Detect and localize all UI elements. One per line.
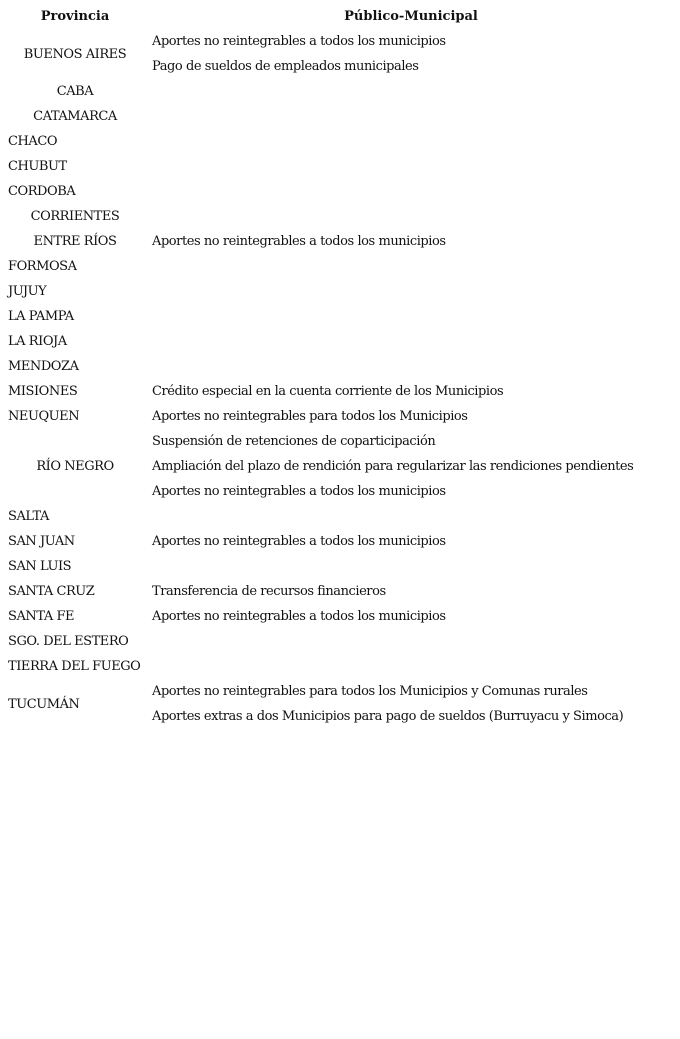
province-cell: MENDOZA xyxy=(8,359,79,374)
column-header-provincia: Provincia xyxy=(40,9,110,24)
province-cell: CORDOBA xyxy=(8,184,76,199)
province-cell: RÍO NEGRO xyxy=(36,459,114,474)
province-cell: CHACO xyxy=(8,134,58,149)
province-cell: SGO. DEL ESTERO xyxy=(8,634,129,649)
measure-cell xyxy=(146,254,676,279)
province-cell: FORMOSA xyxy=(8,259,77,274)
measure-cell: Aportes no reintegrables a todos los municipios xyxy=(152,534,446,549)
measure-cell xyxy=(146,154,676,179)
table-row xyxy=(4,179,676,204)
measure-cell xyxy=(146,354,676,379)
measure-cell xyxy=(146,279,676,304)
province-cell: CABA xyxy=(56,84,94,99)
measure-cell xyxy=(146,204,676,229)
measure-cell: Aportes no reintegrables a todos los municipios xyxy=(152,34,446,49)
province-cell: LA RIOJA xyxy=(8,334,67,349)
measure-cell xyxy=(146,129,676,154)
table-body xyxy=(4,29,676,729)
province-cell: SAN LUIS xyxy=(8,559,72,574)
table-row xyxy=(4,229,676,254)
measure-cell: Suspensión de retenciones de coparticipación xyxy=(152,434,436,449)
province-cell: SANTA FE xyxy=(8,609,75,624)
table-row xyxy=(4,79,676,104)
measure-cell: Ampliación del plazo de rendición para regularizar las rendiciones pendientes xyxy=(152,459,634,474)
measure-cell xyxy=(146,554,676,579)
measure-cell: Aportes no reintegrables para todos los Municipios xyxy=(152,409,468,424)
province-cell: ENTRE RÍOS xyxy=(33,234,117,249)
table-row xyxy=(4,579,676,604)
measure-cell xyxy=(146,629,676,654)
table-row xyxy=(4,129,676,154)
province-cell: SAN JUAN xyxy=(8,534,75,549)
province-cell: CATAMARCA xyxy=(33,109,117,124)
table-row xyxy=(4,204,676,229)
measure-cell: Aportes no reintegrables a todos los municipios xyxy=(152,609,446,624)
table-row xyxy=(4,329,676,354)
measure-cell xyxy=(146,79,676,104)
table-row xyxy=(4,104,676,129)
table-row xyxy=(4,379,676,404)
province-cell: TUCUMÁN xyxy=(8,696,80,712)
table-row xyxy=(4,529,676,554)
measure-cell xyxy=(146,304,676,329)
measure-cell xyxy=(146,104,676,129)
table-row xyxy=(4,29,676,54)
measure-cell: Aportes no reintegrables a todos los municipios xyxy=(152,234,446,249)
table-row xyxy=(4,279,676,304)
measure-cell: Aportes no reintegrables para todos los Municipios y Comunas rurales xyxy=(152,684,588,699)
measure-cell: Pago de sueldos de empleados municipales xyxy=(152,59,419,74)
measure-cell: Aportes extras a dos Municipios para pago de sueldos (Burruyacu y Simoca) xyxy=(152,709,624,724)
column-header-publico-municipal: Público-Municipal xyxy=(344,9,478,24)
table-row xyxy=(4,629,676,654)
table-row xyxy=(4,604,676,629)
province-cell: MISIONES xyxy=(8,384,78,399)
table-row xyxy=(4,554,676,579)
measures-table xyxy=(4,4,676,729)
province-cell: SANTA CRUZ xyxy=(8,584,95,599)
province-cell: BUENOS AIRES xyxy=(23,46,127,62)
province-cell: LA PAMPA xyxy=(8,309,74,324)
table-row xyxy=(4,654,676,679)
table-row xyxy=(4,304,676,329)
table-row xyxy=(4,154,676,179)
measure-cell: Crédito especial en la cuenta corriente de los Municipios xyxy=(152,384,504,399)
table-row xyxy=(4,254,676,279)
measure-cell xyxy=(146,179,676,204)
province-cell: TIERRA DEL FUEGO xyxy=(8,659,141,674)
measure-cell xyxy=(146,654,676,679)
measure-cell xyxy=(146,504,676,529)
measure-cell: Transferencia de recursos financieros xyxy=(152,584,386,599)
province-cell: SALTA xyxy=(8,509,49,524)
table-row xyxy=(4,504,676,529)
table-row xyxy=(4,404,676,429)
table-row xyxy=(4,429,676,454)
measure-cell xyxy=(146,329,676,354)
province-cell: CORRIENTES xyxy=(30,209,120,224)
measure-cell: Aportes no reintegrables a todos los municipios xyxy=(152,484,446,499)
table-header-row xyxy=(4,4,676,29)
province-cell: CHUBUT xyxy=(8,159,67,174)
province-cell: JUJUY xyxy=(8,284,47,299)
table-row xyxy=(4,679,676,704)
province-cell: NEUQUEN xyxy=(8,409,80,424)
table-row xyxy=(4,354,676,379)
